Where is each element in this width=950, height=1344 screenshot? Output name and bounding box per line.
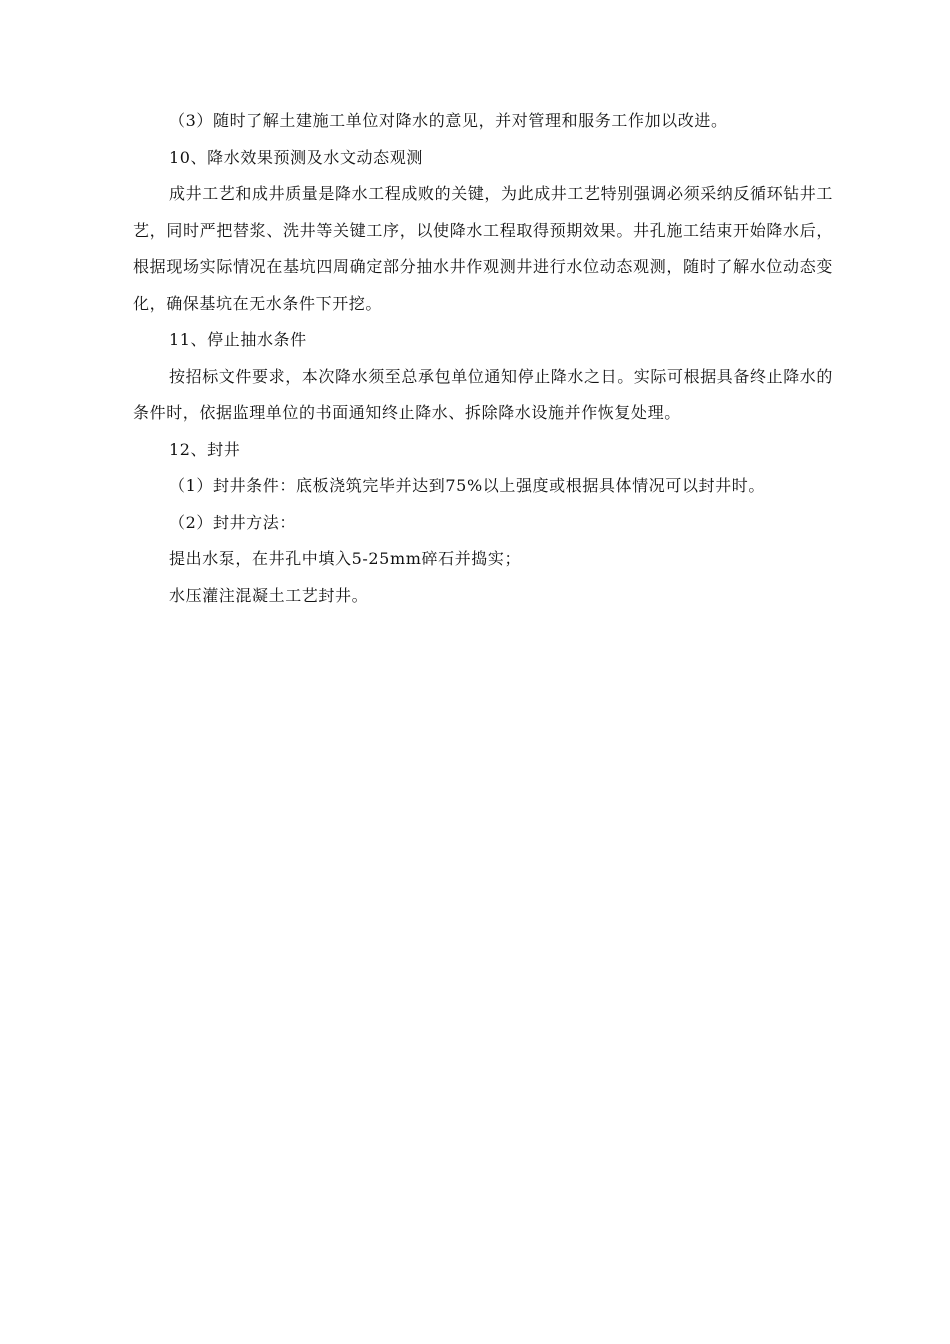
section-10-body: 成井工艺和成井质量是降水工程成败的关键，为此成井工艺特别强调必须采纳反循环钻井工艺，同时严把替浆、洗井等关键工序，以使降水工程取得预期效果。井孔施工结束开始降水后，根据现场实际情况在基坑四周确定部分抽水井作观测井进行水位动态观测，随时了解水位动态变化，确保基坑在无水条件下开挖。 <box>133 184 834 313</box>
seal-method-heading: （2）封井方法： <box>169 512 296 532</box>
seal-condition: （1）封井条件：底板浇筑完毕并达到75%以上强度或根据具体情况可以封井时。 <box>169 476 765 495</box>
item-3-improve-service: （3）随时了解土建施工单位对降水的意见，并对管理和服务工作加以改进。 <box>169 111 728 130</box>
section-11-body: 按招标文件要求，本次降水须至总承包单位通知停止降水之日。实际可根据具备终止降水的条件时，依据监理单位的书面通知终止降水、拆除降水设施并作恢复处理。 <box>133 366 834 422</box>
seal-method-step-1: 提出水泵，在井孔中填入5-25mm碎石并捣实； <box>169 549 522 568</box>
seal-method-step-2: 水压灌注混凝土工艺封井。 <box>169 585 369 605</box>
section-10-heading: 10、降水效果预测及水文动态观测 <box>169 147 423 167</box>
document-body <box>133 103 833 614</box>
section-11-heading: 11、停止抽水条件 <box>169 330 307 349</box>
section-12-heading: 12、封井 <box>169 439 241 459</box>
